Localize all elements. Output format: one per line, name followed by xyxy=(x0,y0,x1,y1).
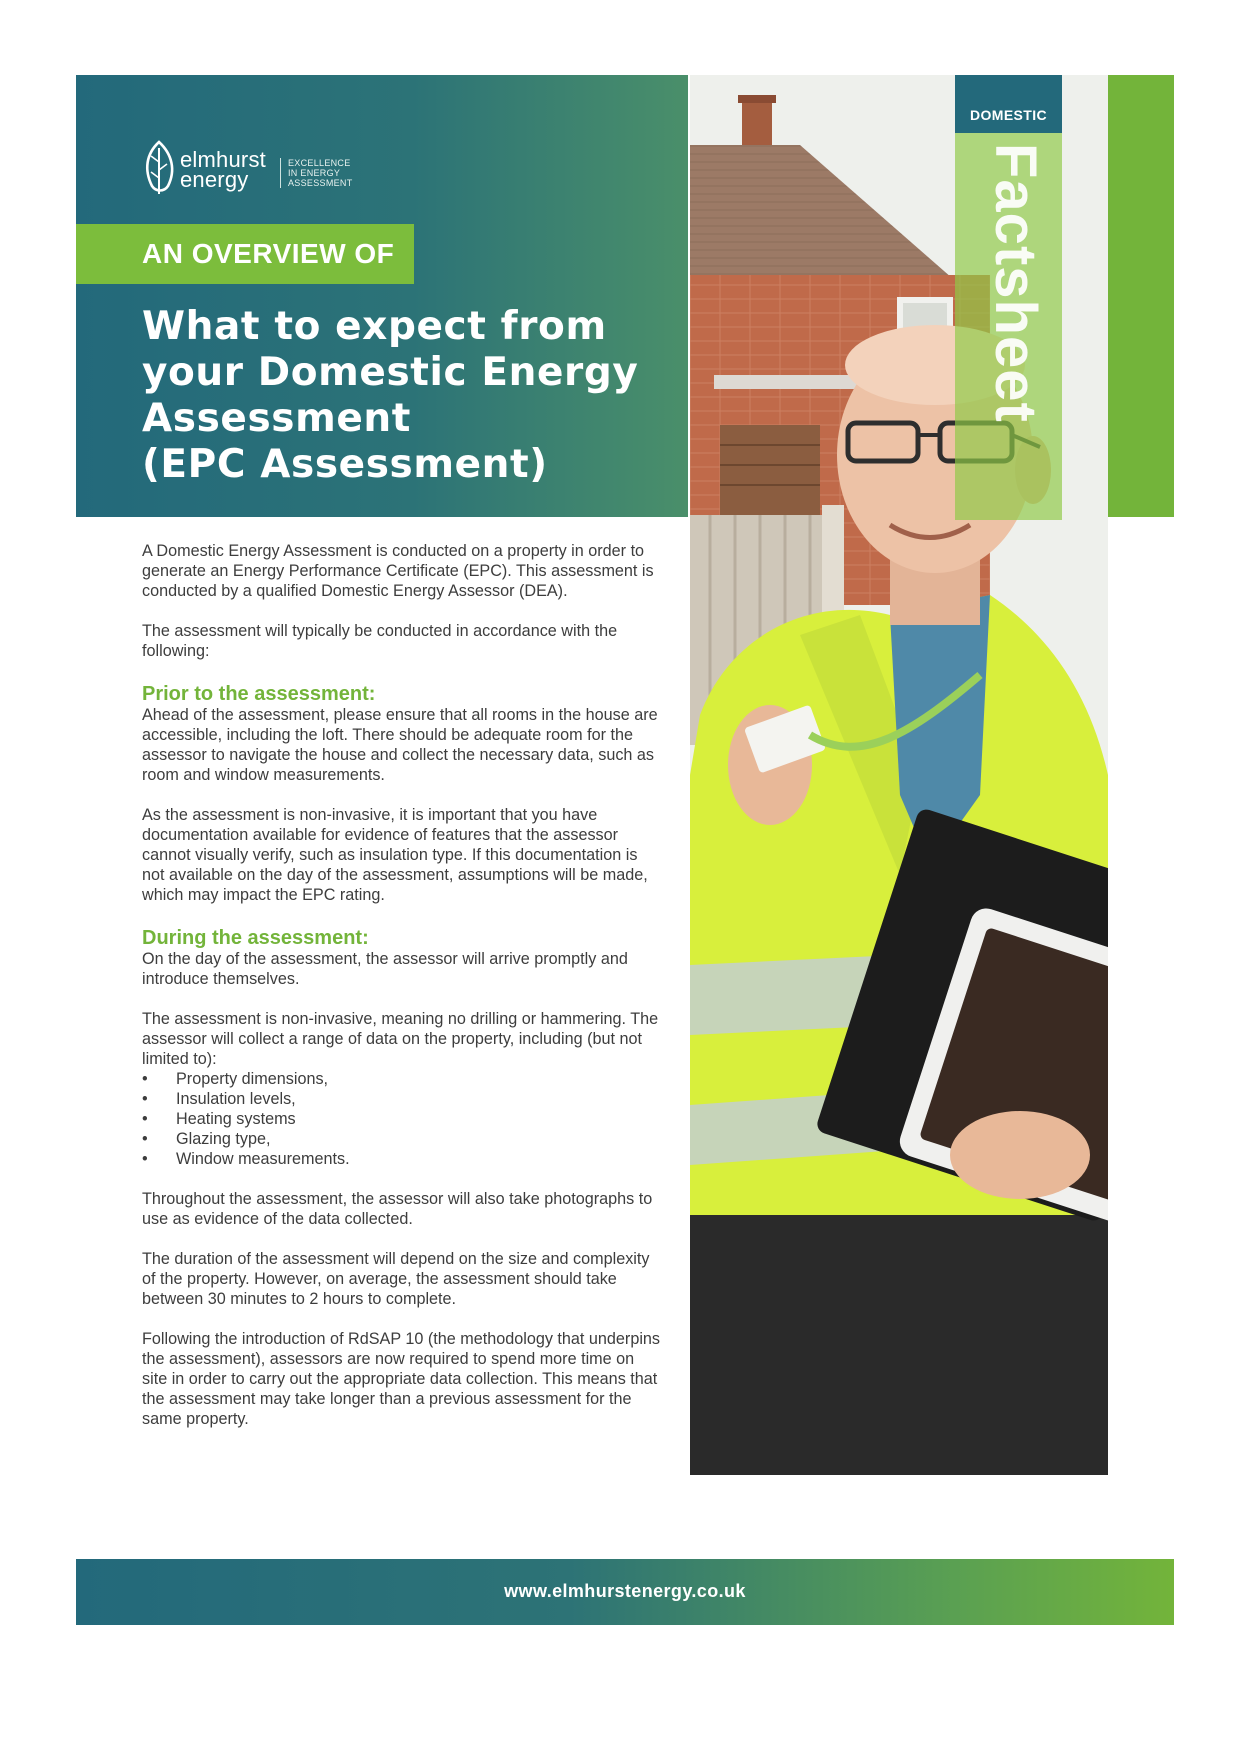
list-item: • Property dimensions, xyxy=(142,1069,662,1089)
prior-heading: Prior to the assessment: xyxy=(142,683,376,705)
website-link[interactable]: www.elmhurstenergy.co.uk xyxy=(504,1581,746,1601)
company-logo xyxy=(142,140,392,202)
during-paragraph-1: On the day of the assessment, the assessor will arrive promptly and introduce themselves. xyxy=(142,950,628,988)
factsheet-label: Factsheet xyxy=(983,143,1048,423)
footer-banner xyxy=(76,1559,1174,1625)
category-label: DOMESTIC xyxy=(969,107,1048,123)
logo-divider xyxy=(280,158,281,188)
during-paragraph-2: The assessment is non-invasive, meaning no drilling or hammering. The assessor will collect a range of data on the property, including (but not limited to): xyxy=(142,1010,659,1068)
list-item: • Insulation levels, xyxy=(142,1089,662,1109)
prior-paragraph-2: As the assessment is non-invasive, it is important that you have documentation available for evidence of features that the assessor cannot visually verify, such as insulation type. If this documentation is not available on the day of the assessment, assumptions will be made, which may impact the EPC rating. xyxy=(142,806,648,904)
accent-strip xyxy=(1108,75,1174,517)
overview-band xyxy=(76,224,414,284)
logo-tagline xyxy=(288,158,388,188)
tagline-line-3: ASSESSMENT xyxy=(288,178,353,188)
leaf-icon xyxy=(142,140,176,196)
during-paragraph-5: Following the introduction of RdSAP 10 (the methodology that underpins the assessment), assessors are now required to spend more time on site in order to carry out the appropriate data collection. This means that the assessment may take longer than a previous assessment for the same property. xyxy=(142,1330,661,1428)
brand-line-1: elmhurst xyxy=(180,147,266,172)
brand-name xyxy=(180,147,266,192)
list-item: • Window measurements. xyxy=(142,1149,662,1169)
title-line-1: What to expect from xyxy=(142,304,607,349)
category-tab xyxy=(955,75,1062,133)
list-item: • Heating systems xyxy=(142,1109,662,1129)
during-paragraph-3: Throughout the assessment, the assessor will also take photographs to use as evidence of the data collected. xyxy=(142,1190,653,1228)
factsheet-tab xyxy=(955,133,1062,520)
tagline-line-2: IN ENERGY xyxy=(288,168,341,178)
body-content xyxy=(142,541,662,1449)
during-heading: During the assessment: xyxy=(142,927,369,949)
intro-paragraph-1: A Domestic Energy Assessment is conducted on a property in order to generate an Energy Performance Certificate (EPC). This assessment is conducted by a qualified Domestic Energy Assessor (DEA). xyxy=(142,542,654,600)
title-line-3: Assessment xyxy=(142,396,411,441)
intro-paragraph-2: The assessment will typically be conducted in accordance with the following: xyxy=(142,622,618,660)
list-item: • Glazing type, xyxy=(142,1129,662,1149)
during-paragraph-4: The duration of the assessment will depend on the size and complexity of the property. However, on average, the assessment should take between 30 minutes to 2 hours to complete. xyxy=(142,1250,650,1308)
title-line-4: (EPC Assessment) xyxy=(142,442,548,487)
tagline-line-1: EXCELLENCE xyxy=(288,158,351,168)
data-collected-list xyxy=(142,1069,662,1169)
page-title xyxy=(142,304,662,488)
prior-paragraph-1: Ahead of the assessment, please ensure that all rooms in the house are accessible, including the loft. There should be adequate room for the assessor to navigate the house and collect the necessary data, such as room and window measurements. xyxy=(142,706,658,784)
overview-label: AN OVERVIEW OF xyxy=(142,238,395,269)
title-line-2: your Domestic Energy xyxy=(142,350,639,395)
brand-line-2: energy xyxy=(180,167,249,192)
